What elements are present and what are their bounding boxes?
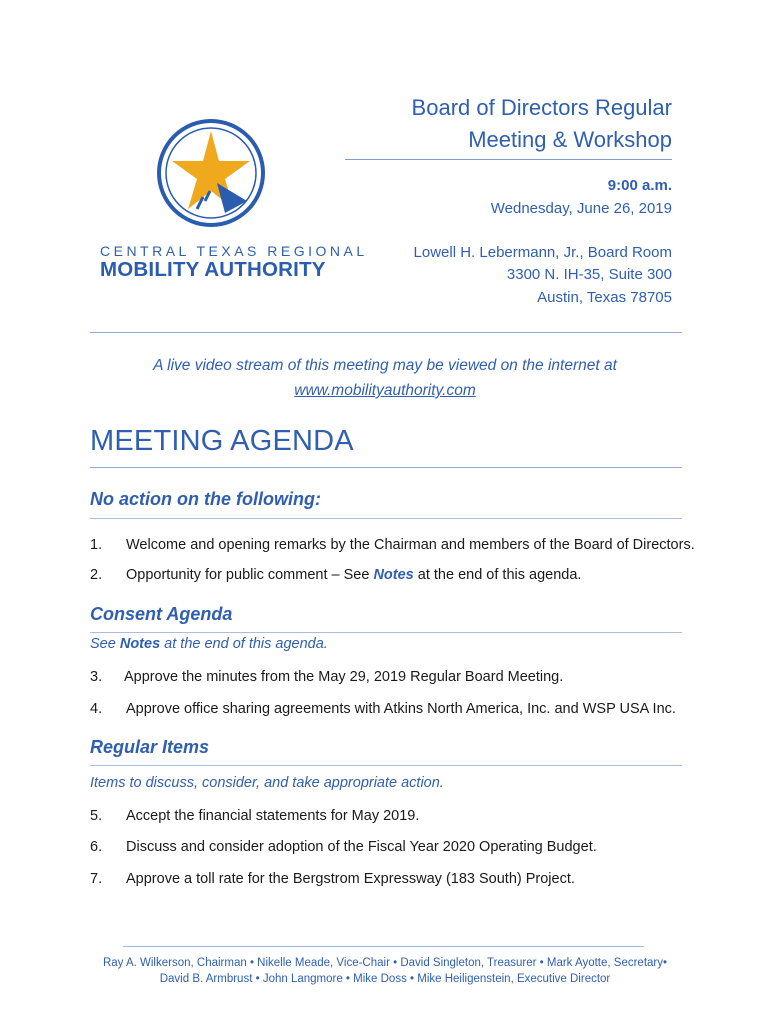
agenda-item-5: Accept the financial statements for May 2019.	[126, 808, 420, 824]
notes-reference: Notes	[373, 567, 414, 583]
board-members-line1: Ray A. Wilkerson, Chairman • Nikelle Meade, Vice-Chair • David Singleton, Treasurer • Mark Ayotte, Secretary•	[102, 957, 668, 969]
star-road-emblem-icon	[155, 117, 267, 229]
agenda-item-6: Discuss and consider adoption of the Fiscal Year 2020 Operating Budget.	[126, 839, 597, 855]
item-number: 2.	[90, 567, 103, 583]
section-divider	[90, 518, 682, 519]
meeting-room: Lowell H. Lebermann, Jr., Board Room	[413, 244, 672, 261]
item-number: 1.	[90, 537, 103, 553]
meeting-city: Austin, Texas 78705	[537, 289, 672, 306]
item-number: 4.	[90, 701, 103, 717]
agenda-item-1: Welcome and opening remarks by the Chairman and members of the Board of Directors.	[126, 537, 695, 553]
agenda-item-4: Approve office sharing agreements with Atkins North America, Inc. and WSP USA Inc.	[126, 701, 676, 717]
section-divider	[90, 632, 682, 633]
meeting-street: 3300 N. IH-35, Suite 300	[506, 266, 672, 283]
item-number: 7.	[90, 871, 103, 887]
meeting-title-line2: Meeting & Workshop	[468, 127, 672, 152]
section-heading-consent: Consent Agenda	[90, 604, 233, 624]
agenda-item-7: Approve a toll rate for the Bergstrom Expressway (183 South) Project.	[126, 871, 575, 887]
website-link[interactable]: www.mobilityauthority.com	[294, 382, 476, 399]
item-number: 3.	[90, 669, 103, 685]
agenda-divider	[90, 467, 682, 468]
section-divider	[90, 765, 682, 766]
item-number: 6.	[90, 839, 103, 855]
agenda-item-2: Opportunity for public comment – See Notes at the end of this agenda.	[126, 567, 582, 583]
meeting-title-line1: Board of Directors Regular	[411, 95, 672, 120]
title-divider	[345, 159, 672, 160]
board-members-line2: David B. Armbrust • John Langmore • Mike Doss • Mike Heiligenstein, Executive Director	[159, 973, 611, 985]
agenda-item-3: Approve the minutes from the May 29, 2019 Regular Board Meeting.	[124, 669, 564, 685]
consent-note: See Notes at the end of this agenda.	[90, 636, 328, 652]
agenda-heading: MEETING AGENDA	[90, 425, 354, 457]
logo-tagline: CENTRAL TEXAS REGIONAL	[100, 243, 368, 259]
notes-reference: Notes	[119, 636, 161, 652]
section-heading-no-action: No action on the following:	[90, 489, 321, 509]
stream-notice: A live video stream of this meeting may be viewed on the internet at	[153, 357, 617, 374]
item-number: 5.	[90, 808, 103, 824]
footer-divider	[123, 946, 644, 947]
logo-wordmark: MOBILITY AUTHORITY	[100, 258, 326, 281]
regular-note: Items to discuss, consider, and take appropriate action.	[90, 775, 444, 791]
header-divider	[90, 332, 682, 333]
section-heading-regular: Regular Items	[90, 737, 210, 757]
meeting-date: Wednesday, June 26, 2019	[490, 200, 672, 217]
meeting-time: 9:00 a.m.	[607, 177, 672, 194]
